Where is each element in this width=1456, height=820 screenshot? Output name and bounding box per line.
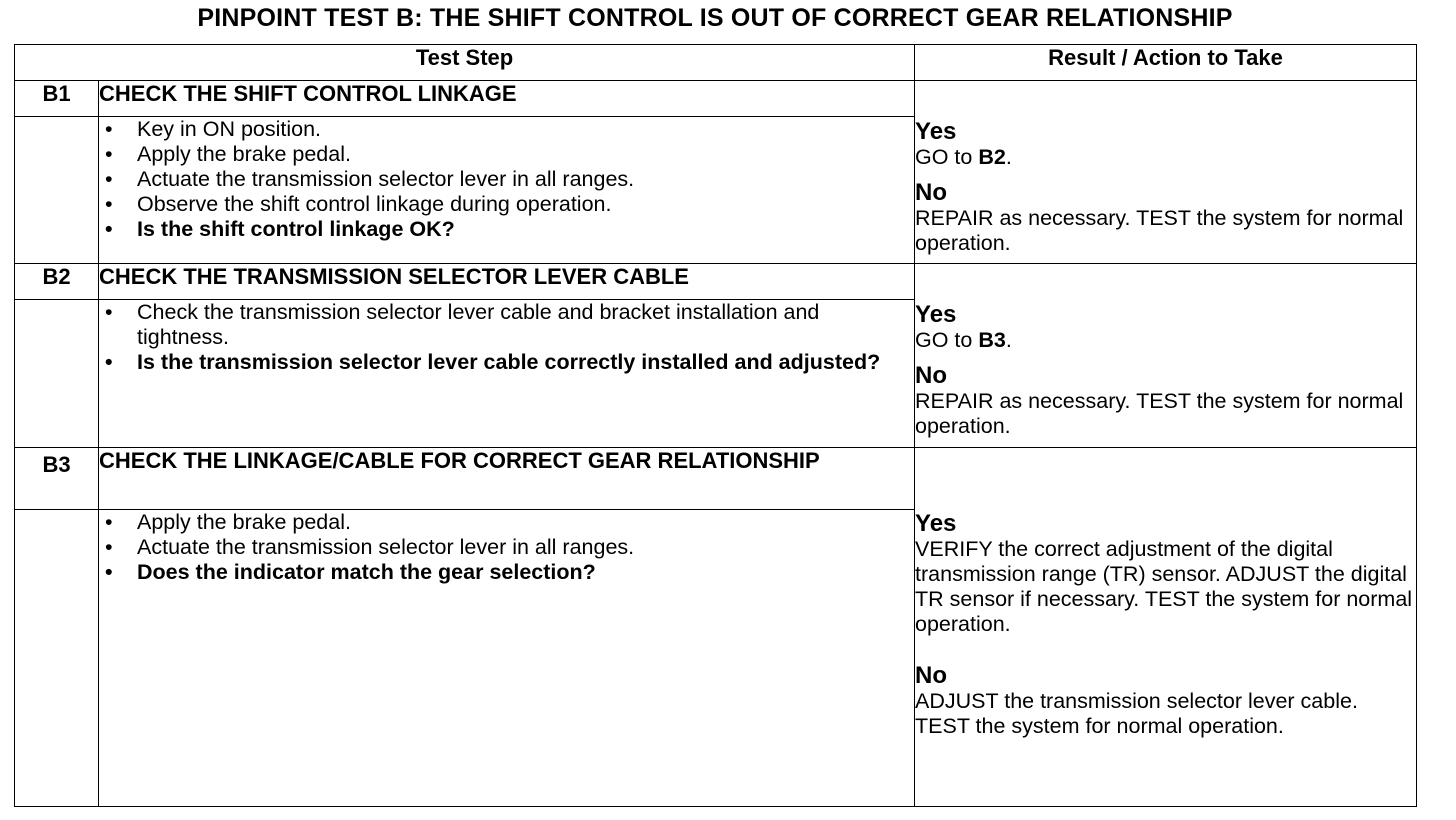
no-label-b3: No bbox=[915, 662, 948, 689]
step-id-b1: B1 bbox=[15, 81, 99, 117]
no-label-b1: No bbox=[915, 179, 948, 206]
step-heading-b1: CHECK THE SHIFT CONTROL LINKAGE bbox=[99, 81, 915, 117]
yes-label-b2: Yes bbox=[915, 301, 957, 328]
pinpoint-test-table bbox=[14, 44, 1417, 807]
yes-label-b3: Yes bbox=[915, 510, 957, 537]
yes-target-b2: B3 bbox=[978, 328, 1006, 352]
yes-action-b3: VERIFY the correct adjustment of the digital transmission range (TR) sensor. ADJUST the digital TR sensor if necessary. TEST the system for normal operation. bbox=[915, 537, 1413, 636]
list-item: • Apply the brake pedal. bbox=[105, 142, 351, 166]
no-action-b2: REPAIR as necessary. TEST the system for normal operation. bbox=[915, 389, 1404, 438]
step-body-b2 bbox=[99, 300, 915, 448]
yes-action-b2: GO to B3. bbox=[915, 328, 1012, 352]
step-question-b3: • Does the indicator match the gear selection? bbox=[105, 560, 596, 584]
test-step-header: Test Step bbox=[15, 45, 915, 81]
result-cell-b3 bbox=[915, 448, 1417, 807]
step-body-b3 bbox=[99, 510, 915, 807]
result-cell-b2 bbox=[915, 264, 1417, 448]
yes-target-b1: B2 bbox=[978, 145, 1006, 169]
no-action-b3: ADJUST the transmission selector lever cable. TEST the system for normal operation. bbox=[915, 689, 1358, 738]
step-b1-heading-row bbox=[15, 81, 1417, 117]
table-header-row bbox=[15, 45, 1417, 81]
step-id-b3: B3 bbox=[15, 448, 99, 510]
step-question-b2: • Is the transmission selector lever cable correctly installed and adjusted? bbox=[105, 350, 881, 374]
step-id-b2: B2 bbox=[15, 264, 99, 300]
result-header: Result / Action to Take bbox=[915, 45, 1417, 81]
no-label-b2: No bbox=[915, 362, 948, 389]
list-item: • Key in ON position. bbox=[105, 117, 322, 141]
list-item: • Actuate the transmission selector lever in all ranges. bbox=[105, 167, 635, 191]
list-item: • Check the transmission selector lever cable and bracket installation and tightness. bbox=[105, 300, 820, 349]
step-heading-b2: CHECK THE TRANSMISSION SELECTOR LEVER CABLE bbox=[99, 264, 915, 300]
no-action-b1: REPAIR as necessary. TEST the system for normal operation. bbox=[915, 206, 1404, 255]
yes-action-b1: GO to B2. bbox=[915, 145, 1012, 169]
step-heading-b3: CHECK THE LINKAGE/CABLE FOR CORRECT GEAR RELATIONSHIP bbox=[99, 448, 915, 510]
step-question-b1: • Is the shift control linkage OK? bbox=[105, 217, 455, 241]
page-title: PINPOINT TEST B: THE SHIFT CONTROL IS OUT OF CORRECT GEAR RELATIONSHIP bbox=[197, 4, 1233, 32]
result-cell-b1 bbox=[915, 81, 1417, 264]
step-b2-heading-row bbox=[15, 264, 1417, 300]
list-item: • Apply the brake pedal. bbox=[105, 510, 351, 534]
step-b3-heading-row bbox=[15, 448, 1417, 510]
list-item: • Observe the shift control linkage during operation. bbox=[105, 192, 612, 216]
step-body-b1 bbox=[99, 117, 915, 264]
yes-label-b1: Yes bbox=[915, 118, 957, 145]
list-item: • Actuate the transmission selector lever in all ranges. bbox=[105, 535, 635, 559]
